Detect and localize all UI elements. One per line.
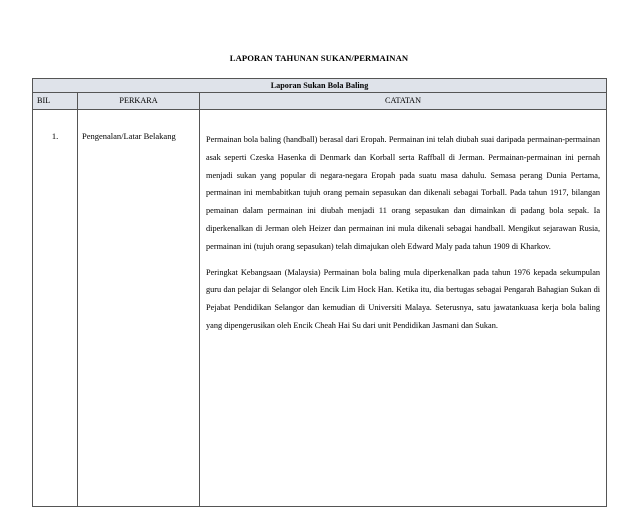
catatan-paragraph: Permainan bola baling (handball) berasal dari Eropah. Permainan ini telah diubah suai daripada permainan-permainan asak seperti Czeska Hasenka di Denmark dan Korball serta Raffball di Jerman. Permainan-permainan ini pernah menjadi sukan yang popular di negara-negara Eropah pada suatu masa dahulu. Semasa perang Dunia Pertama, permainan ini membabitkan tujuh orang pemain sepasukan dan dikenali sebagai Torball. Pada tahun 1917, bilangan pemainan dalam permainan ini diubah menjadi 11 orang sepasukan dan dimainkan di padang bola sepak. Ia diperkenalkan di Jerman oleh Heizer dan permainan ini mula dikenali sebagai handball. Mengikut sejarawan Rusia, permainan ini (tujuh orang sepasukan) telah dimajukan oleh Edward Maly pada tahun 1909 di Kharkov. (206, 135, 601, 251)
table-subheading: Laporan Sukan Bola Baling (33, 79, 607, 93)
table-subheading-row (33, 79, 607, 93)
row-bil: 1. (33, 110, 78, 507)
document-title: LAPORAN TAHUNAN SUKAN/PERMAINAN (229, 53, 409, 63)
column-header-perkara: PERKARA (78, 93, 200, 110)
table-header-row (33, 93, 607, 110)
catatan-paragraph: Peringkat Kebangsaan (Malaysia) Permainan bola baling mula diperkenalkan pada tahun 1976 kepada sekumpulan guru dan pelajar di Selangor oleh Encik Lim Hock Han. Ketika itu, dia bertugas sebagai Pengarah Bahagian Sukan di Pejabat Pendidikan Selangor dan kemudian di Universiti Malaya. Seterusnya, satu jawatankuasa kerja bola baling yang dipengerusikan oleh Encik Cheah Hai Su dari unit Pendidikan Jasmani dan Sukan. (206, 267, 601, 330)
column-header-bil: BIL (33, 93, 78, 110)
row-catatan (200, 110, 607, 507)
report-table (32, 78, 607, 507)
table-row (33, 110, 607, 507)
row-perkara: Pengenalan/Latar Belakang (78, 110, 200, 507)
column-header-catatan: CATATAN (200, 93, 607, 110)
